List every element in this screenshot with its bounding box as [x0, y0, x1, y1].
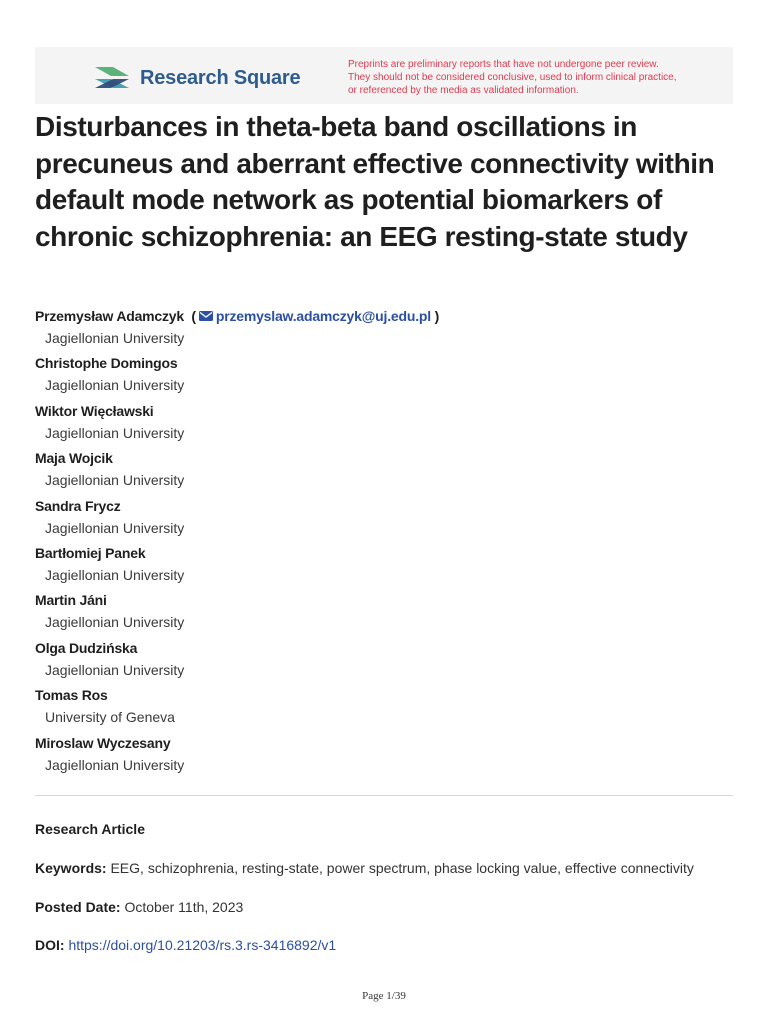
author-entry	[35, 590, 735, 637]
open-paren: (	[191, 308, 196, 324]
posted-date-value: October 11th, 2023	[124, 899, 244, 915]
article-type-label: Research Article	[35, 821, 145, 837]
author-affiliation: Jagiellonian University	[45, 614, 185, 631]
author-name: Martin Jáni	[35, 592, 107, 609]
doi-link[interactable]: https://doi.org/10.21203/rs.3.rs-3416892/v1	[68, 937, 337, 953]
author-name: Tomas Ros	[35, 687, 108, 704]
author-affiliation: Jagiellonian University	[45, 566, 185, 583]
author-name: Bartłomiej Panek	[35, 544, 146, 561]
research-square-logo-icon	[93, 64, 131, 92]
author-affiliation: Jagiellonian University	[45, 424, 185, 441]
close-paren: )	[434, 308, 440, 324]
author-name: Olga Dudzińska	[35, 639, 138, 656]
author-affiliation: Jagiellonian University	[45, 472, 185, 489]
author-name: Przemysław Adamczyk	[35, 308, 184, 324]
author-entry	[35, 638, 735, 685]
notice-line: or referenced by the media as validated information.	[348, 85, 579, 96]
author-affiliation: Jagiellonian University	[45, 756, 185, 773]
keywords-line	[35, 858, 694, 878]
posted-date-line	[35, 897, 243, 917]
author-affiliation: Jagiellonian University	[45, 661, 185, 678]
page-number: Page 1/39	[362, 990, 406, 1002]
author-affiliation: Jagiellonian University	[45, 377, 185, 394]
author-name: Wiktor Więcławski	[35, 402, 154, 419]
author-entry	[35, 496, 735, 543]
author-entry	[35, 401, 735, 448]
brand-name[interactable]: Research Square	[140, 67, 301, 89]
author-list	[35, 306, 735, 780]
doi-label: DOI:	[35, 937, 65, 953]
author-affiliation: Jagiellonian University	[45, 519, 185, 536]
author-name: Maja Wojcik	[35, 450, 113, 467]
author-entry	[35, 353, 735, 400]
author-entry	[35, 306, 735, 353]
keywords-label: Keywords:	[35, 860, 107, 876]
author-entry	[35, 448, 735, 495]
keywords-value: EEG, schizophrenia, resting-state, power spectrum, phase locking value, effective connectivity	[110, 860, 694, 876]
posted-date-label: Posted Date:	[35, 899, 121, 915]
author-name: Christophe Domingos	[35, 355, 178, 372]
corresponding-email	[188, 308, 439, 324]
article-type	[35, 819, 145, 839]
preprint-notice	[348, 58, 718, 97]
doi-line	[35, 935, 336, 955]
author-email-link[interactable]: przemyslaw.adamczyk@uj.edu.pl	[215, 308, 431, 324]
author-name: Miroslaw Wyczesany	[35, 734, 171, 751]
envelope-icon	[198, 310, 214, 322]
author-entry	[35, 543, 735, 590]
author-affiliation: Jagiellonian University	[45, 330, 185, 346]
notice-line: Preprints are preliminary reports that have not undergone peer review.	[348, 59, 659, 70]
author-entry	[35, 685, 735, 732]
paper-title: Disturbances in theta-beta band oscillations in precuneus and aberrant effective connectivity within default mode network as potential biomarkers of chronic schizophrenia: an EEG resting-state study	[35, 111, 715, 252]
notice-line: They should not be considered conclusive, used to inform clinical practice,	[348, 72, 677, 83]
section-divider	[35, 795, 733, 796]
author-name: Sandra Frycz	[35, 497, 121, 514]
author-affiliation: University of Geneva	[45, 709, 175, 726]
author-entry	[35, 733, 735, 780]
